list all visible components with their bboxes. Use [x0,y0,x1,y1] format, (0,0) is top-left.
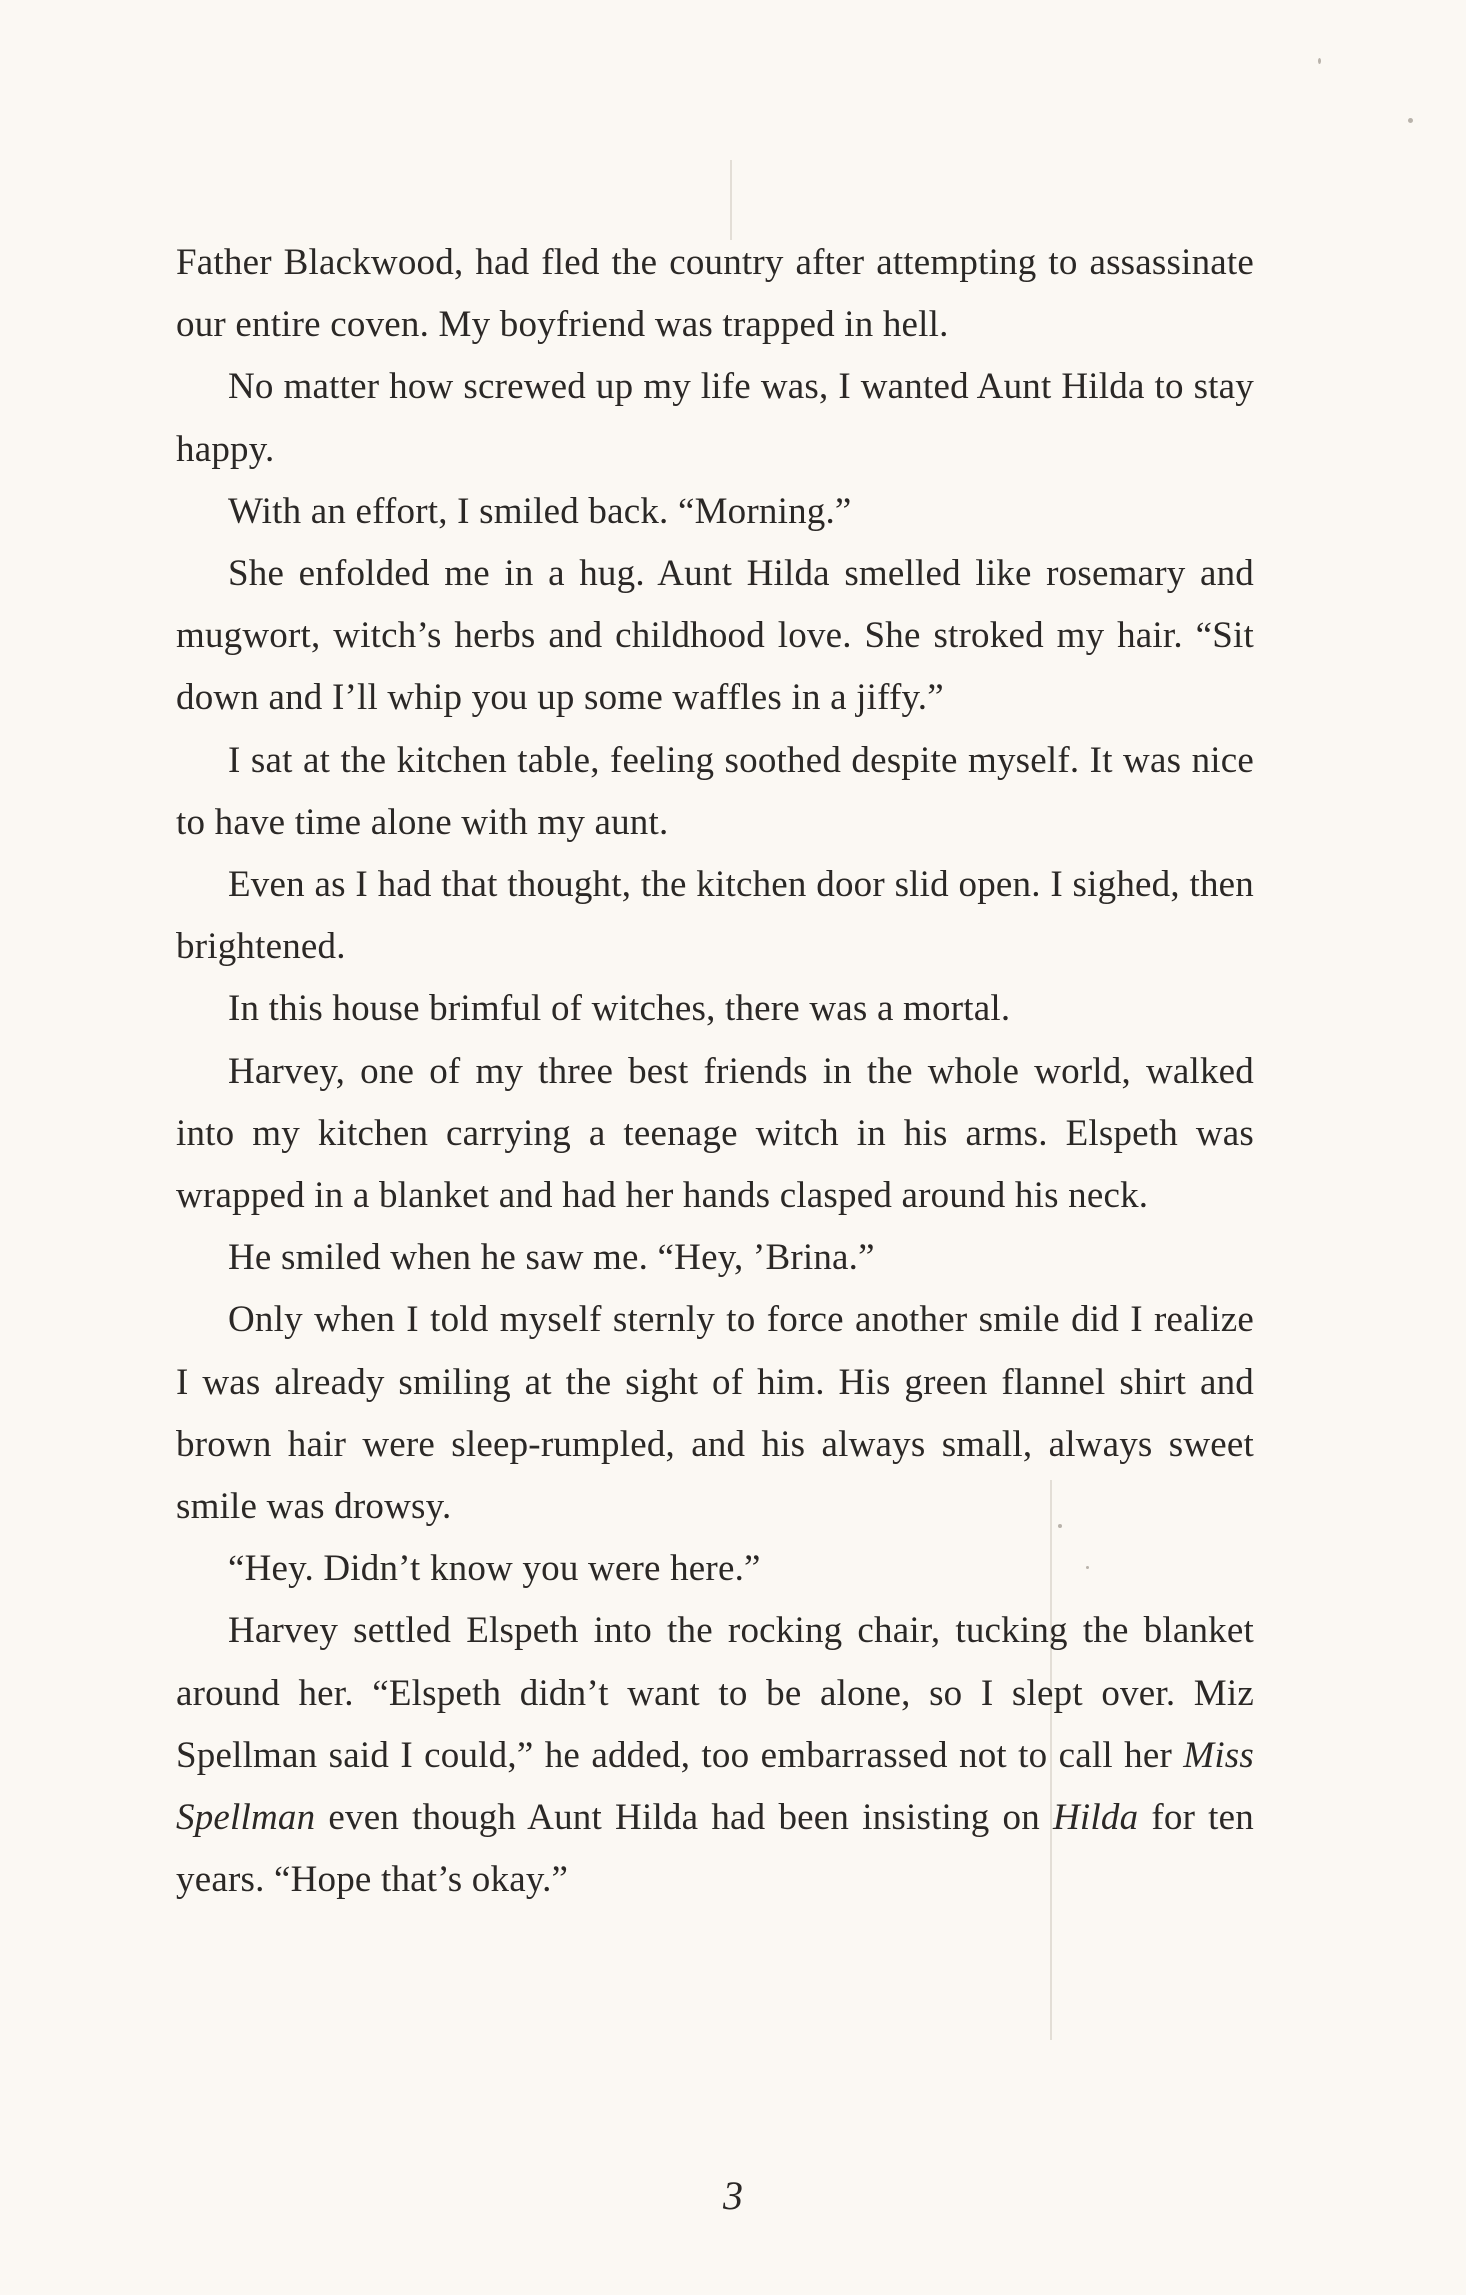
text-run: Only when I told myself sternly to force another smile did I realize I was already smiling at the sight of him. His green flannel shirt and brown hair were sleep-rumpled, and his always small, always sweet smile was drowsy. [176,1299,1254,1528]
paragraph [176,978,1254,1040]
text-run: Harvey settled Elspeth into the rocking chair, tucking the blanket around her. “Elspeth didn’t want to be alone, so I slept over. Miz Spellman said I could,” he added, too embarrassed not to call her [176,1610,1254,1776]
paragraph [176,1227,1254,1289]
text-run: She enfolded me in a hug. Aunt Hilda smelled like rosemary and mugwort, witch’s herbs and childhood love. She stroked my hair. “Sit down and I’ll whip you up some waffles in a jiffy.” [176,553,1254,719]
page-number: 3 [723,2173,743,2218]
text-run: With an effort, I smiled back. “Morning.” [228,490,852,532]
paragraph [176,1538,1254,1600]
paragraph [176,543,1254,730]
paragraph [176,1041,1254,1228]
text-run: Even as I had that thought, the kitchen door slid open. I sighed, then brightened. [176,864,1254,968]
text-run: I sat at the kitchen table, feeling soothed despite myself. It was nice to have time alone with my aunt. [176,739,1254,843]
italic-text: Miss Spellman [176,1734,1254,1839]
paragraph [176,481,1254,543]
text-run: In this house brimful of witches, there was a mortal. [228,988,1011,1030]
paper-speck [1318,58,1321,64]
text-run: He smiled when he saw me. “Hey, ’Brina.” [228,1237,875,1279]
paragraph [176,1289,1254,1538]
paragraph [176,854,1254,978]
text-run: Harvey, one of my three best friends in the whole world, walked into my kitchen carrying a teenage witch in his arms. Elspeth was wrapped in a blanket and had her hands clasped around his neck. [176,1050,1254,1217]
paragraph [176,356,1254,480]
text-run: Father Blackwood, had fled the country after attempting to assassinate our entire coven. My boyfriend was trapped in hell. [176,242,1254,346]
body-text [176,232,1254,1911]
page-crease-mark [730,160,732,240]
text-run: even though Aunt Hilda had been insisting on [315,1797,1053,1839]
paper-speck [1408,118,1413,123]
italic-text: Hilda [1052,1797,1139,1839]
paragraph [176,730,1254,854]
paragraph [176,232,1254,356]
paragraph [176,1600,1254,1911]
text-run: for ten years. “Hope that’s okay.” [176,1797,1254,1901]
text-run: No matter how screwed up my life was, I wanted Aunt Hilda to stay happy. [176,366,1254,470]
text-run: “Hey. Didn’t know you were here.” [228,1548,761,1590]
